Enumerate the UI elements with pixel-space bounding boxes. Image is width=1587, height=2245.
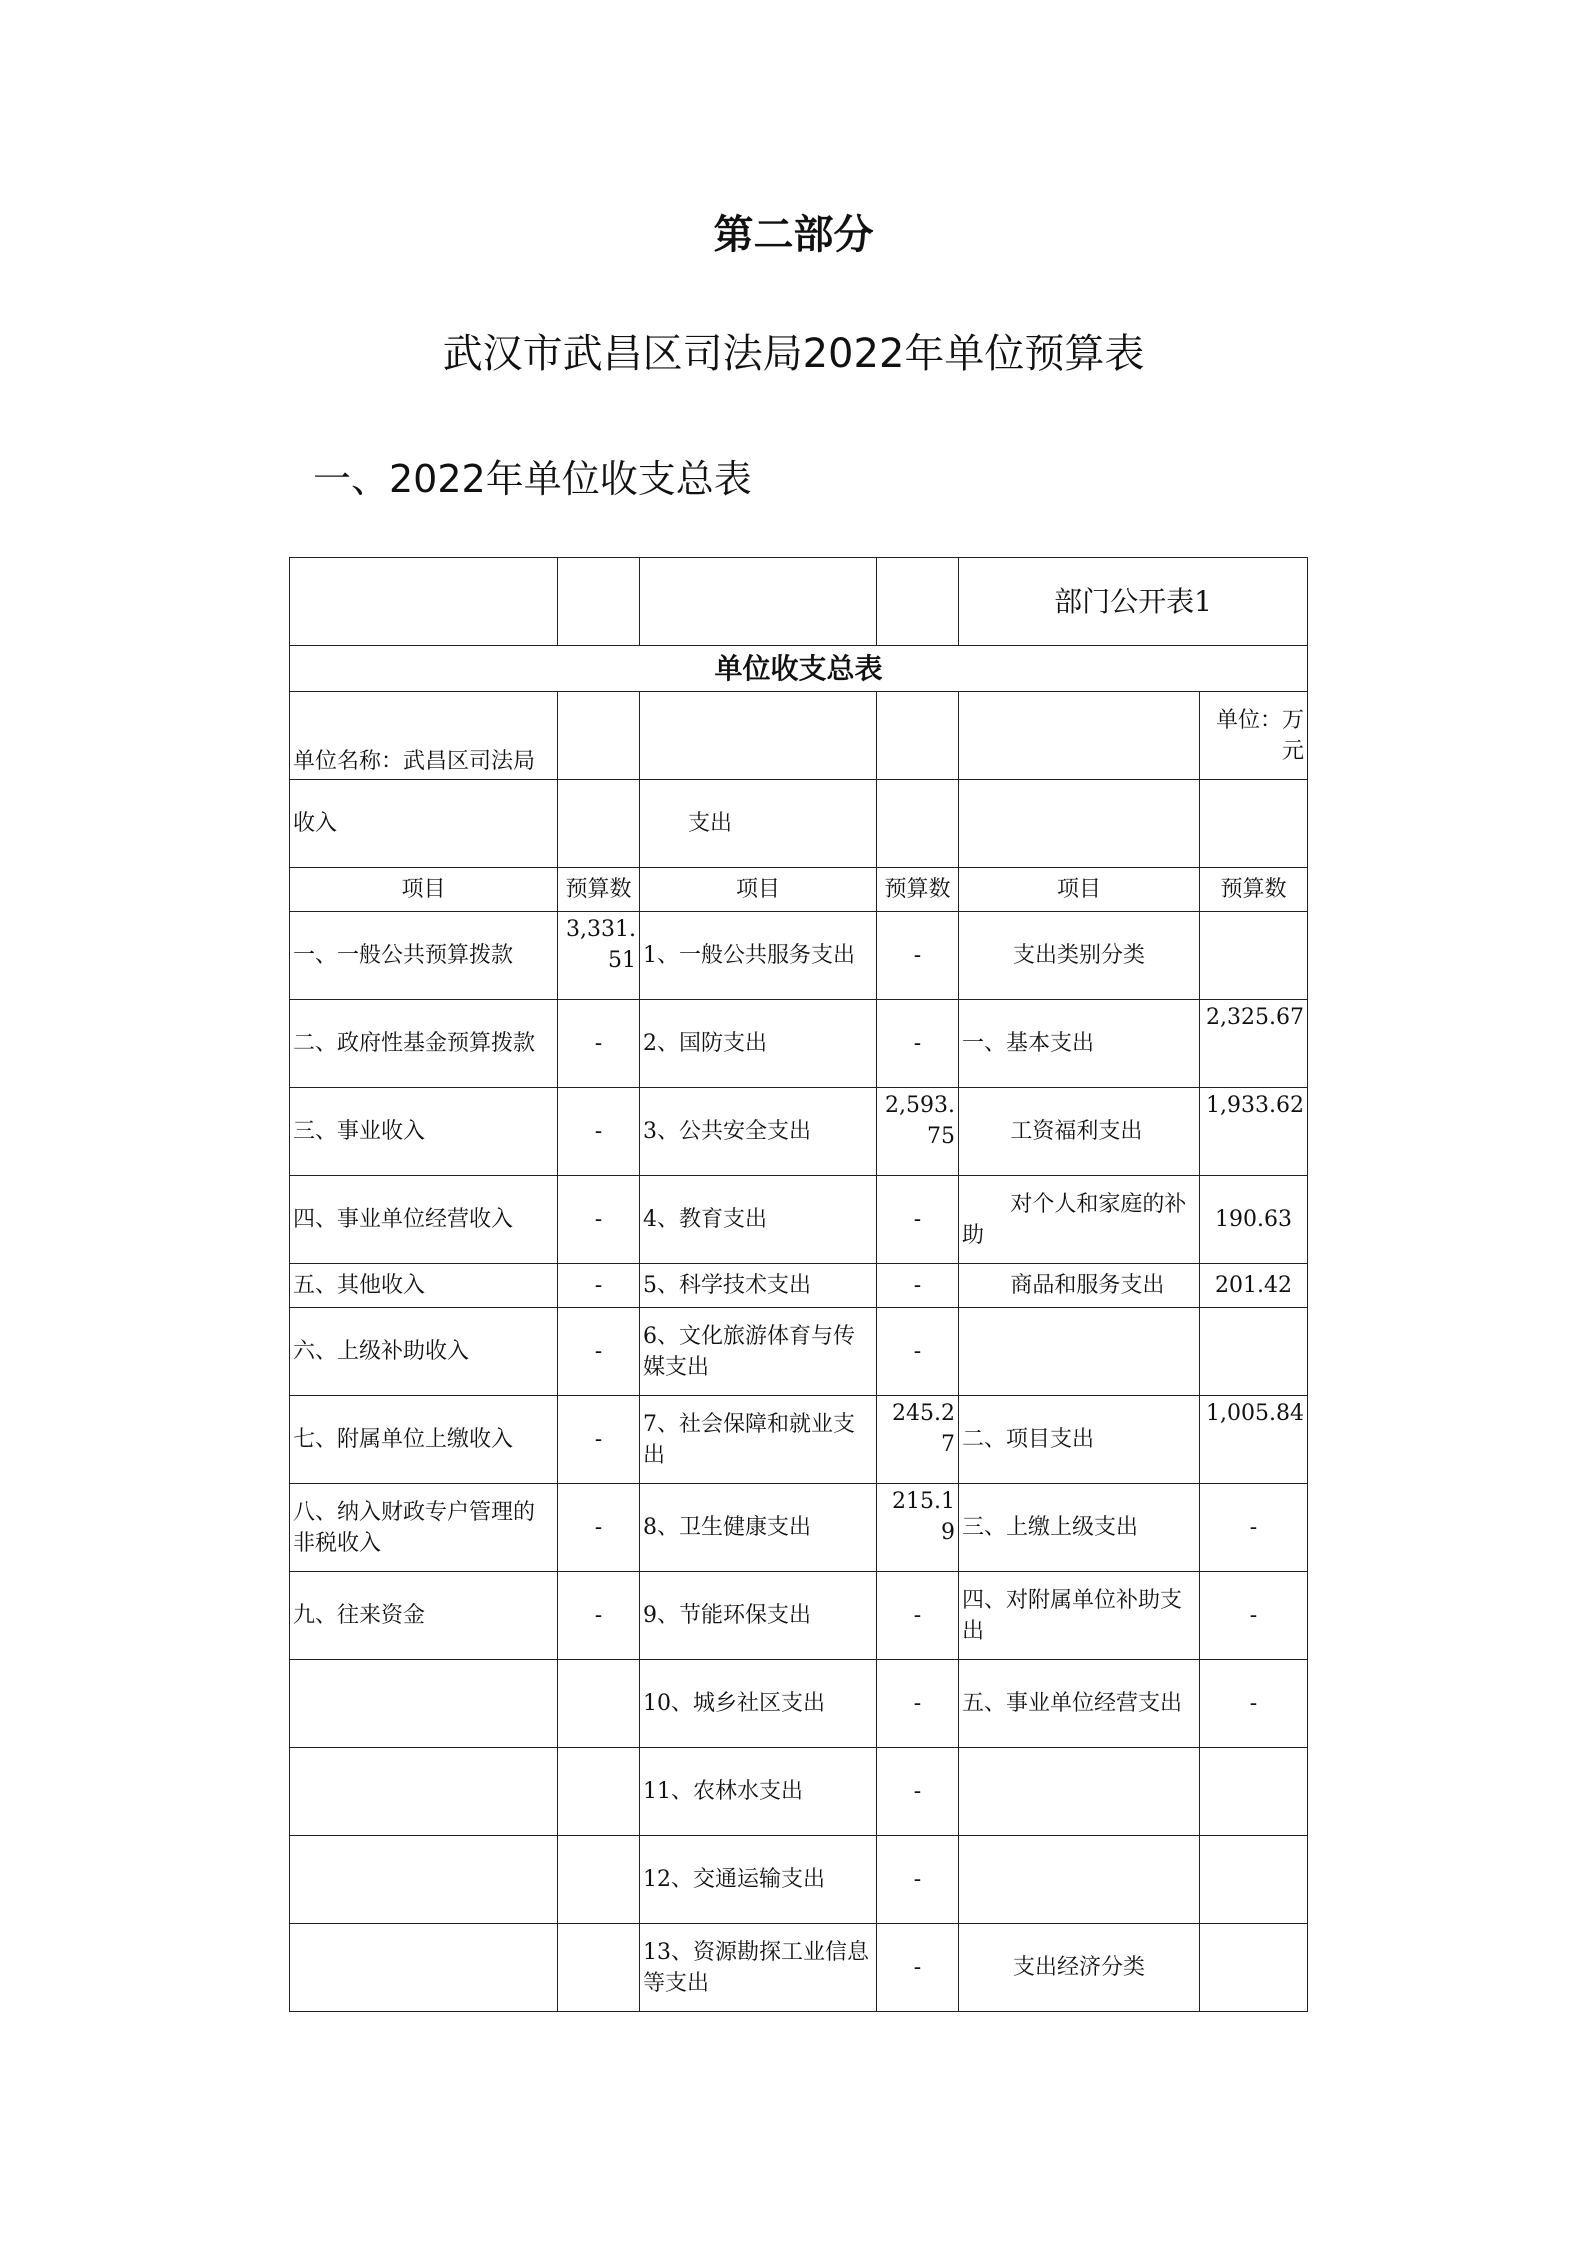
expense-value: - xyxy=(877,1308,959,1396)
table-row xyxy=(290,1396,1308,1484)
empty-cell xyxy=(877,780,959,868)
expense-item: 13、资源勘探工业信息等支出 xyxy=(640,1924,877,2012)
expense-value: - xyxy=(877,1176,959,1264)
income-value: - xyxy=(558,1396,640,1484)
table-header-row xyxy=(290,558,1308,646)
expense-item: 1、一般公共服务支出 xyxy=(640,912,877,1000)
expense-value: - xyxy=(877,1660,959,1748)
col-budget-expense: 预算数 xyxy=(877,868,959,912)
category-value: - xyxy=(1200,1660,1308,1748)
empty-cell xyxy=(959,692,1200,780)
expense-value: - xyxy=(877,1836,959,1924)
expense-item: 9、节能环保支出 xyxy=(640,1572,877,1660)
expense-value: - xyxy=(877,1000,959,1088)
income-value: 3,331.51 xyxy=(558,912,640,1000)
expense-item: 8、卫生健康支出 xyxy=(640,1484,877,1572)
table-row xyxy=(290,1308,1308,1396)
empty-cell xyxy=(877,558,959,646)
income-value: - xyxy=(558,1000,640,1088)
category-value: - xyxy=(1200,1572,1308,1660)
empty-cell xyxy=(640,692,877,780)
category-item: 对个人和家庭的补助 xyxy=(959,1176,1200,1264)
table-row xyxy=(290,912,1308,1000)
category-row xyxy=(290,780,1308,868)
category-item: 支出经济分类 xyxy=(959,1924,1200,2012)
income-value: - xyxy=(558,1572,640,1660)
col-item-income: 项目 xyxy=(290,868,558,912)
expense-value: - xyxy=(877,1924,959,2012)
income-item: 六、上级补助收入 xyxy=(290,1308,558,1396)
category-value: 1,933.62 xyxy=(1200,1088,1308,1176)
empty-cell xyxy=(558,780,640,868)
income-value xyxy=(558,1924,640,2012)
expense-value: - xyxy=(877,1264,959,1308)
empty-cell xyxy=(290,558,558,646)
income-value: - xyxy=(558,1484,640,1572)
expense-value: - xyxy=(877,912,959,1000)
income-value: - xyxy=(558,1176,640,1264)
expense-item: 4、教育支出 xyxy=(640,1176,877,1264)
expense-item: 11、农林水支出 xyxy=(640,1748,877,1836)
category-value: - xyxy=(1200,1484,1308,1572)
income-item: 九、往来资金 xyxy=(290,1572,558,1660)
income-value: - xyxy=(558,1308,640,1396)
income-item: 八、纳入财政专户管理的非税收入 xyxy=(290,1484,558,1572)
col-item-expense: 项目 xyxy=(640,868,877,912)
income-item xyxy=(290,1924,558,2012)
income-value: - xyxy=(558,1088,640,1176)
expense-item: 2、国防支出 xyxy=(640,1000,877,1088)
expense-item: 6、文化旅游体育与传媒支出 xyxy=(640,1308,877,1396)
expense-value: 245.27 xyxy=(877,1396,959,1484)
table-row xyxy=(290,1264,1308,1308)
category-item: 五、事业单位经营支出 xyxy=(959,1660,1200,1748)
part-heading: 第二部分 xyxy=(713,212,874,258)
category-value xyxy=(1200,1924,1308,2012)
expense-value: 215.19 xyxy=(877,1484,959,1572)
caption-row xyxy=(290,646,1308,692)
income-value xyxy=(558,1660,640,1748)
expense-item: 10、城乡社区支出 xyxy=(640,1660,877,1748)
empty-cell xyxy=(558,692,640,780)
expense-item: 7、社会保障和就业支出 xyxy=(640,1396,877,1484)
income-value xyxy=(558,1836,640,1924)
income-item: 七、附属单位上缴收入 xyxy=(290,1396,558,1484)
expense-label: 支出 xyxy=(640,780,877,868)
category-item: 工资福利支出 xyxy=(959,1088,1200,1176)
table-row xyxy=(290,1660,1308,1748)
table-row xyxy=(290,1088,1308,1176)
unit-label: 单位：万元 xyxy=(1200,692,1308,780)
income-item: 二、政府性基金预算拨款 xyxy=(290,1000,558,1088)
income-value: - xyxy=(558,1264,640,1308)
table-row xyxy=(290,1836,1308,1924)
category-item: 三、上缴上级支出 xyxy=(959,1484,1200,1572)
income-item: 一、一般公共预算拨款 xyxy=(290,912,558,1000)
income-item xyxy=(290,1748,558,1836)
category-item xyxy=(959,1308,1200,1396)
col-budget-income: 预算数 xyxy=(558,868,640,912)
expense-item: 12、交通运输支出 xyxy=(640,1836,877,1924)
income-label: 收入 xyxy=(290,780,558,868)
category-item: 四、对附属单位补助支出 xyxy=(959,1572,1200,1660)
income-value xyxy=(558,1748,640,1836)
table-row xyxy=(290,1748,1308,1836)
document-title: 武汉市武昌区司法局2022年单位预算表 xyxy=(442,331,1145,377)
category-item: 一、基本支出 xyxy=(959,1000,1200,1088)
category-value xyxy=(1200,1748,1308,1836)
empty-cell xyxy=(877,692,959,780)
category-value: 1,005.84 xyxy=(1200,1396,1308,1484)
section-heading: 一、2022年单位收支总表 xyxy=(313,457,752,501)
expense-value: - xyxy=(877,1748,959,1836)
income-item: 四、事业单位经营收入 xyxy=(290,1176,558,1264)
category-item: 支出类别分类 xyxy=(959,912,1200,1000)
category-value: 2,325.67 xyxy=(1200,1000,1308,1088)
table-row xyxy=(290,1000,1308,1088)
category-item xyxy=(959,1748,1200,1836)
expense-item: 3、公共安全支出 xyxy=(640,1088,877,1176)
empty-cell xyxy=(1200,780,1308,868)
table-caption: 单位收支总表 xyxy=(290,646,1308,692)
category-value: 190.63 xyxy=(1200,1176,1308,1264)
empty-cell xyxy=(959,780,1200,868)
table-row xyxy=(290,1572,1308,1660)
expense-value: 2,593.75 xyxy=(877,1088,959,1176)
category-item: 商品和服务支出 xyxy=(959,1264,1200,1308)
income-item: 三、事业收入 xyxy=(290,1088,558,1176)
expense-item: 5、科学技术支出 xyxy=(640,1264,877,1308)
category-value xyxy=(1200,1836,1308,1924)
col-item-category: 项目 xyxy=(959,868,1200,912)
budget-table xyxy=(289,557,1308,2012)
category-item: 二、项目支出 xyxy=(959,1396,1200,1484)
expense-value: - xyxy=(877,1572,959,1660)
public-table-number: 部门公开表1 xyxy=(959,558,1308,646)
empty-cell xyxy=(640,558,877,646)
category-value xyxy=(1200,1308,1308,1396)
empty-cell xyxy=(558,558,640,646)
unit-name: 单位名称：武昌区司法局 xyxy=(290,692,558,780)
table-row xyxy=(290,1924,1308,2012)
table-row xyxy=(290,1484,1308,1572)
table-row xyxy=(290,1176,1308,1264)
income-item xyxy=(290,1660,558,1748)
category-item xyxy=(959,1836,1200,1924)
unit-row xyxy=(290,692,1308,780)
income-item xyxy=(290,1836,558,1924)
column-header-row xyxy=(290,868,1308,912)
col-budget-category: 预算数 xyxy=(1200,868,1308,912)
income-item: 五、其他收入 xyxy=(290,1264,558,1308)
category-value xyxy=(1200,912,1308,1000)
category-value: 201.42 xyxy=(1200,1264,1308,1308)
